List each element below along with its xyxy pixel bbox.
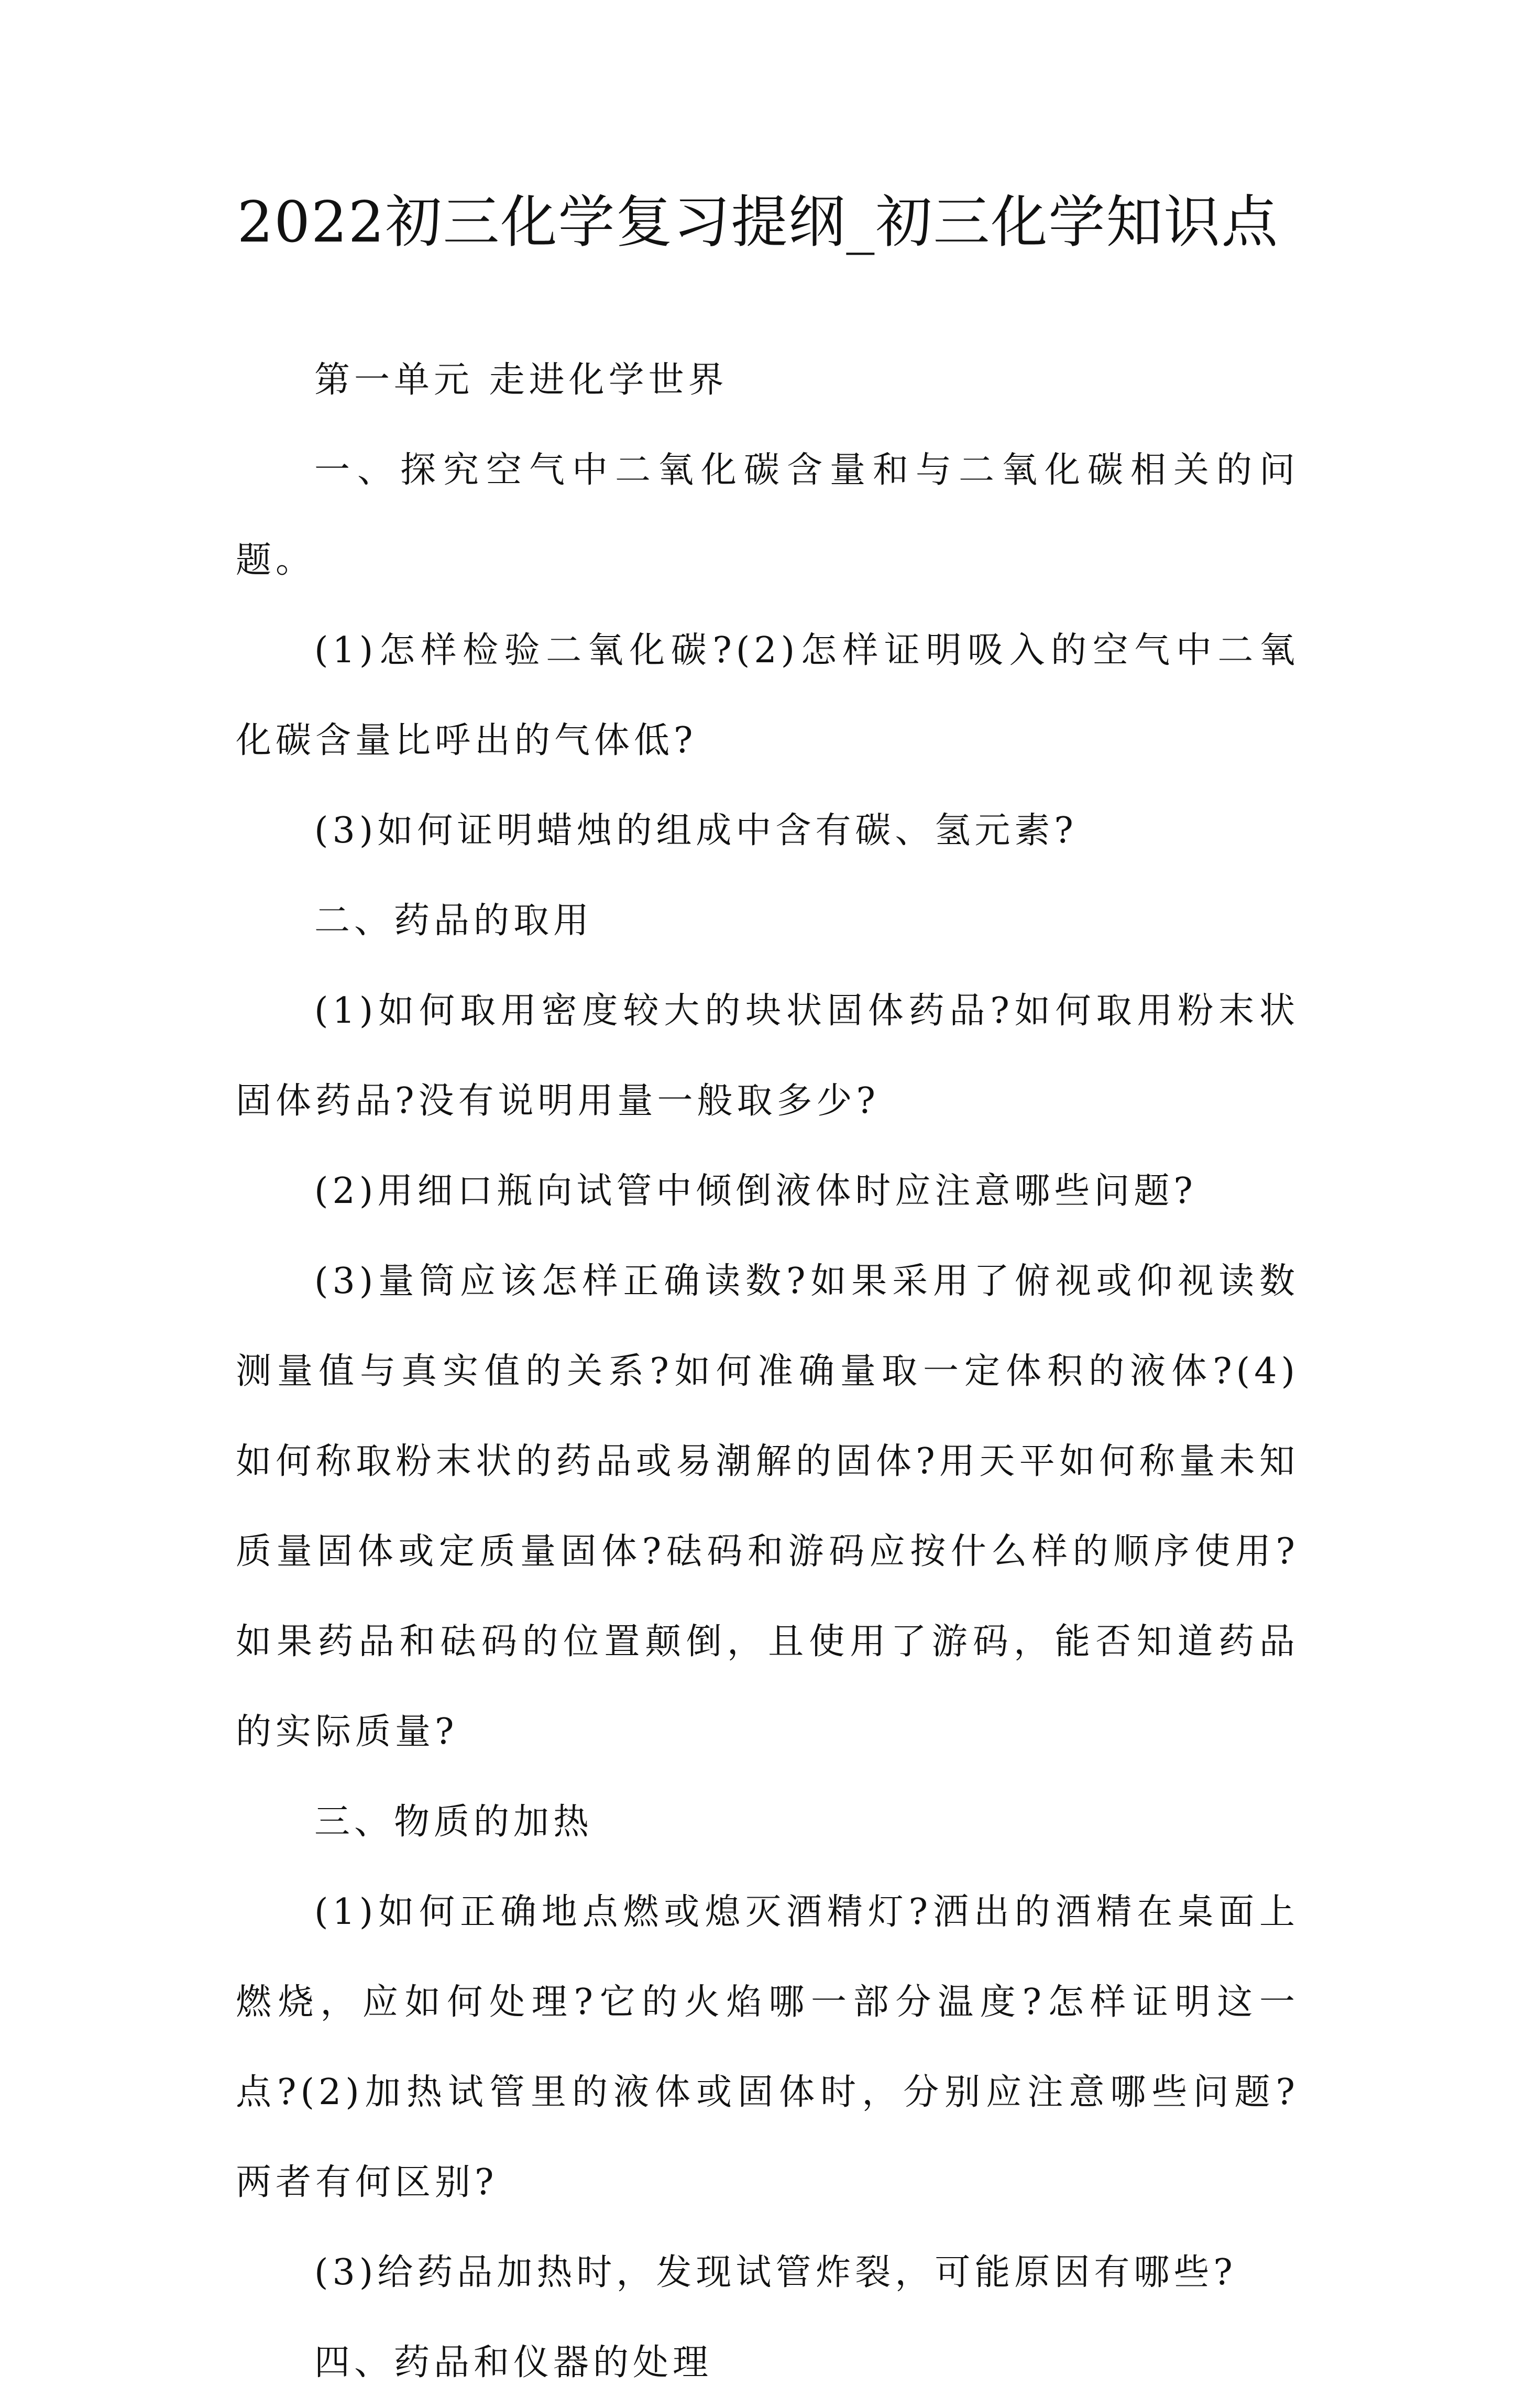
paragraph: (1)如何取用密度较大的块状固体药品?如何取用粉末状固体药品?没有说明用量一般取多少? (236, 990, 1299, 1122)
section-heading-1: 一、探究空气中二氧化碳含量和与二氧化碳相关的问题。 (236, 450, 1299, 581)
document-title: 2022初三化学复习提纲_初三化学知识点 (237, 190, 1279, 255)
section-heading-4: 四、药品和仪器的处理 (314, 2342, 713, 2383)
section-heading-3: 三、物质的加热 (314, 1801, 594, 1843)
paragraph: (2)用细口瓶向试管中倾倒液体时应注意哪些问题? (314, 1170, 1197, 1212)
unit-heading: 第一单元 走进化学世界 (314, 359, 728, 401)
paragraph: (3)给药品加热时，发现试管炸裂，可能原因有哪些? (314, 2252, 1237, 2293)
paragraph: (1)怎样检验二氧化碳?(2)怎样证明吸入的空气中二氧化碳含量比呼出的气体低? (236, 630, 1299, 761)
section-heading-2: 二、药品的取用 (314, 900, 594, 942)
paragraph: (3)如何证明蜡烛的组成中含有碳、氢元素? (314, 810, 1078, 851)
paragraph: (1)如何正确地点燃或熄灭酒精灯?洒出的酒精在桌面上燃烧，应如何处理?它的火焰哪一部分温度?怎样证明这一点?(2)加热试管里的液体或固体时，分别应注意哪些问题?两者有何区别? (236, 1891, 1299, 2203)
document-body (236, 335, 1299, 2408)
paragraph: (3)量筒应该怎样正确读数?如果采用了俯视或仰视读数测量值与真实值的关系?如何准确量取一定体积的液体?(4)如何称取粉末状的药品或易潮解的固体?用天平如何称量未知质量固体或定质量固体?砝码和游码应按什么样的顺序使用?如果药品和砝码的位置颠倒，且使用了游码，能否知道药品的实际质量? (236, 1261, 1299, 1753)
